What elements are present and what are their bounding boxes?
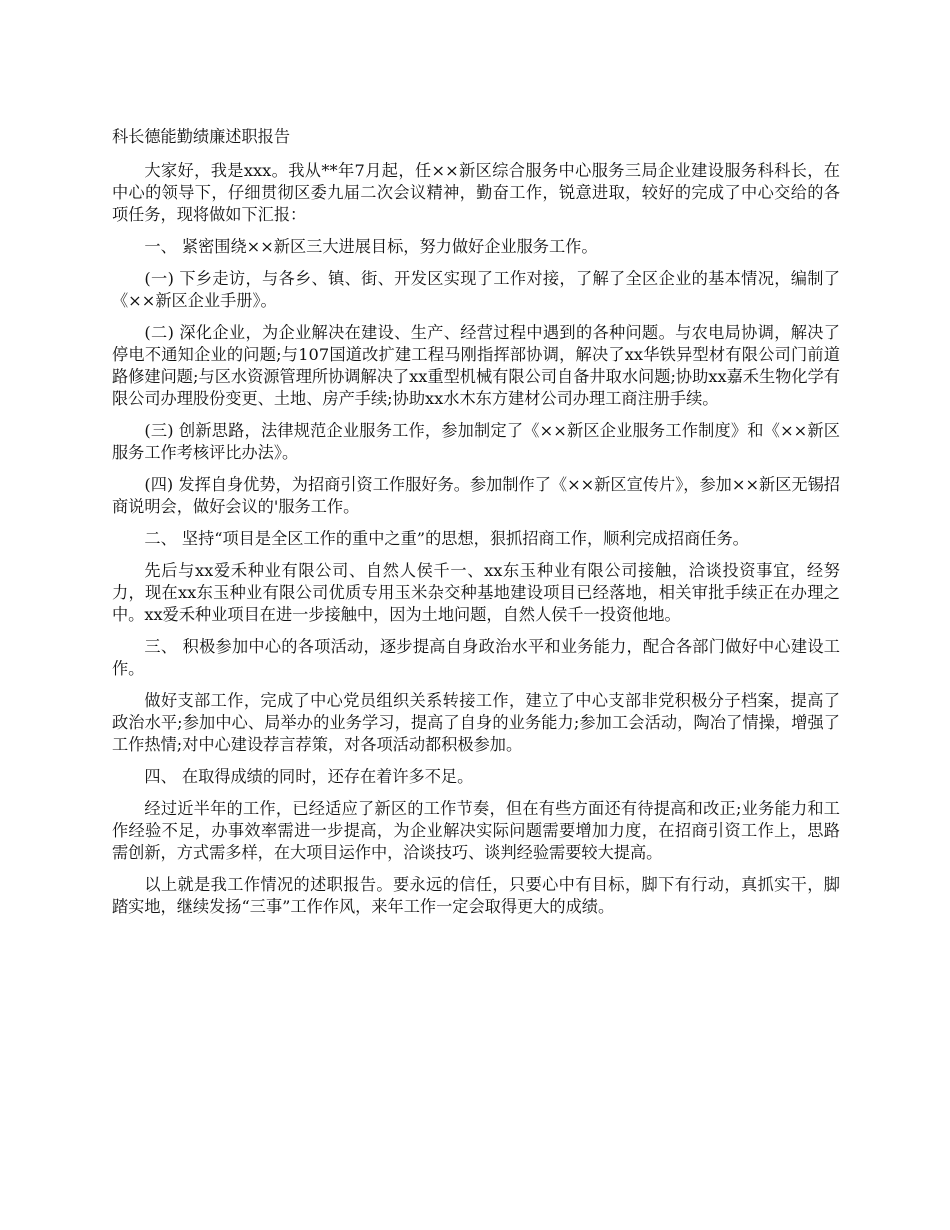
paragraph-intro: 大家好，我是xxx。我从**年7月起，任××新区综合服务中心服务三局企业建设服务科科长，在中心的领导下，仔细贯彻区委九届二次会议精神，勤奋工作，锐意进取，较好的完成了中心交给的各项任务，现将做如下汇报： — [112, 161, 840, 224]
paragraph-2-1: 先后与xx爱禾种业有限公司、自然人侯千一、xx东玉种业有限公司接触，洽谈投资事宜，经努力，现在xx东玉种业有限公司优质专用玉米杂交种基地建设项目已经落地，相关审批手续正在办理之中。xx爱禾种业项目在进一步接触中，因为土地问题，自然人侯千一投资他地。 — [112, 561, 840, 624]
document-page — [112, 126, 840, 928]
paragraph-3-1: 做好支部工作，完成了中心党员组织关系转接工作，建立了中心支部非党积极分子档案，提高了政治水平;参加中心、局举办的业务学习，提高了自身的业务能力;参加工会活动，陶冶了情操，增强了工作热情;对中心建设荐言荐策，对各项活动都积极参加。 — [112, 691, 840, 754]
paragraph-1-2: (二) 深化企业，为企业解决在建设、生产、经营过程中遇到的各种问题。与农电局协调，解决了停电不通知企业的问题;与107国道改扩建工程马刚指挥部协调，解决了xx华铁异型材有限公司门前道路修建问题;与区水资源管理所协调解决了xx重型机械有限公司自备井取水问题;协助xx嘉禾生物化学有限公司办理股份变更、土地、房产手续;协助xx水木东方建材公司办理工商注册手续。 — [112, 323, 840, 408]
section-heading-3: 三、 积极参加中心的各项活动，逐步提高自身政治水平和业务能力，配合各部门做好中心建设工作。 — [112, 637, 840, 678]
section-heading-1: 一、 紧密围绕××新区三大进展目标，努力做好企业服务工作。 — [144, 237, 598, 256]
paragraph-4-1: 经过近半年的工作，已经适应了新区的工作节奏，但在有些方面还有待提高和改正;业务能力和工作经验不足，办事效率需进一步提高，为企业解决实际问题需要增加力度，在招商引资工作上，思路需创新，方式需多样，在大项目运作中，洽谈技巧、谈判经验需要较大提高。 — [112, 799, 840, 862]
paragraph-closing: 以上就是我工作情况的述职报告。要永远的信任，只要心中有目标，脚下有行动，真抓实干，脚踏实地，继续发扬“三事”工作作风，来年工作一定会取得更大的成绩。 — [112, 875, 840, 916]
section-heading-4: 四、 在取得成绩的同时，还存在着许多不足。 — [144, 767, 474, 786]
paragraph-1-1: (一) 下乡走访，与各乡、镇、街、开发区实现了工作对接，了解了全区企业的基本情况，编制了《××新区企业手册》。 — [112, 269, 840, 310]
document-title: 科长德能勤绩廉述职报告 — [112, 127, 291, 146]
paragraph-1-4: (四) 发挥自身优势，为招商引资工作服好务。参加制作了《××新区宣传片》，参加××新区无锡招商说明会，做好会议的'服务工作。 — [112, 475, 840, 516]
paragraph-1-3: (三) 创新思路，法律规范企业服务工作，参加制定了《××新区企业服务工作制度》和《××新区服务工作考核评比办法》。 — [112, 421, 840, 462]
section-heading-2: 二、 坚持“项目是全区工作的重中之重”的思想，狠抓招商工作，顺利完成招商任务。 — [144, 529, 749, 548]
